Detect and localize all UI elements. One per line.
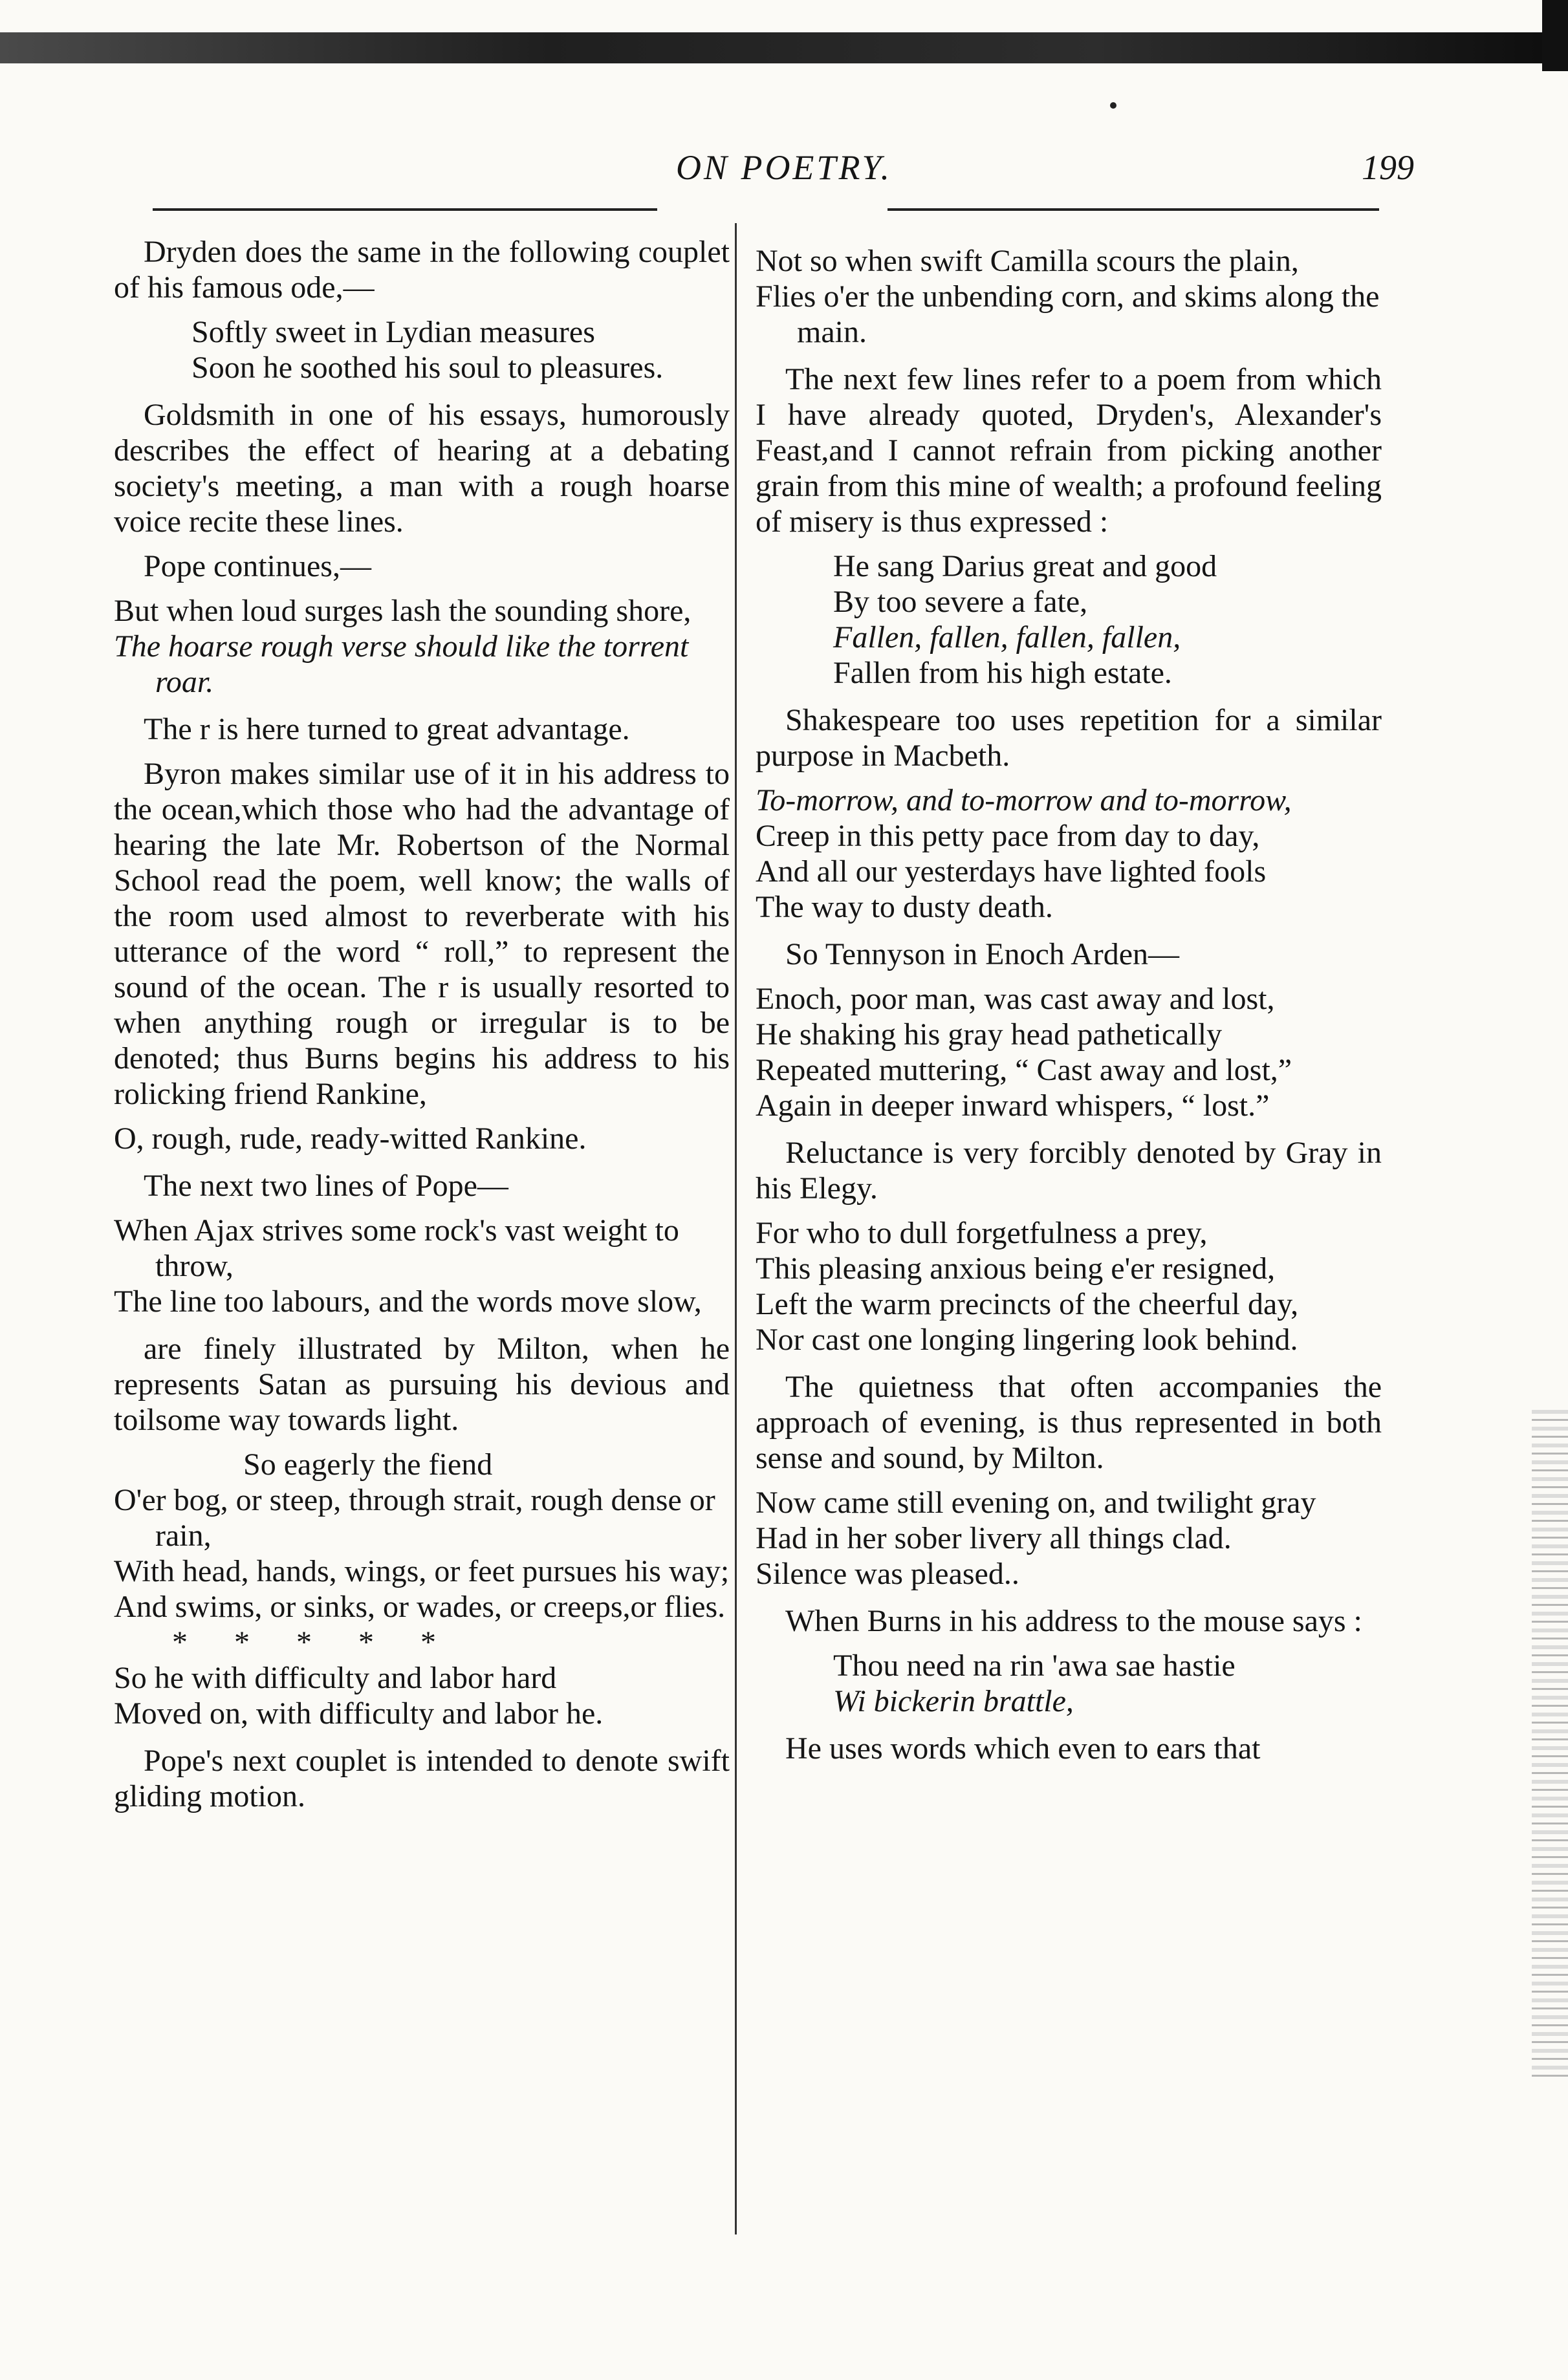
verse-quote — [756, 783, 1382, 925]
verse-line: He shaking his gray head pathetically — [756, 1017, 1223, 1052]
verse-line: Soon he soothed his soul to pleasures. — [191, 351, 664, 385]
left-column — [114, 234, 730, 1814]
paragraph: Byron makes similar use of it in his address to the ocean,which those who had the advantage of hearing the late Mr. Robertson of the Normal School read the poem, well know; the walls of the room used almost to reverberate with his utterance of the word “ roll,” to represent the sound of the ocean. The r is usually resorted to when anything rough or irregular is to be denoted; thus Burns begins his address to his rolicking friend Rankine, — [114, 757, 730, 1111]
verse-line: The hoarse rough verse should like the torrent roar. — [114, 629, 689, 699]
paragraph: Shakespeare too uses repetition for a similar purpose in Macbeth. — [756, 703, 1382, 773]
verse-quote — [114, 1447, 730, 1731]
verse-quote — [756, 1215, 1382, 1358]
verse-line: Fallen from his high estate. — [833, 656, 1172, 690]
verse-line: Flies o'er the unbending corn, and skims along the main. — [756, 279, 1380, 349]
verse-line: To-morrow, and to-morrow and to-morrow, — [756, 783, 1292, 817]
column-divider — [735, 223, 737, 2234]
verse-quote — [756, 243, 1382, 350]
verse-line: Thou need na rin 'awa sae hastie — [833, 1649, 1236, 1683]
verse-line: Moved on, with difficulty and labor he. — [114, 1696, 604, 1731]
verse-line: Softly sweet in Lydian measures — [191, 315, 595, 349]
verse-line: When Ajax strives some rock's vast weight to throw, — [114, 1213, 679, 1283]
verse-line: Silence was pleased.. — [756, 1557, 1019, 1591]
scan-top-band — [0, 32, 1568, 63]
verse-line: And swims, or sinks, or wades, or creeps,or flies. — [114, 1590, 726, 1624]
paragraph: When Burns in his address to the mouse says : — [785, 1604, 1362, 1638]
paragraph: Dryden does the same in the following couplet of his famous ode,— — [114, 235, 730, 305]
right-column — [756, 234, 1382, 1766]
verse-line: For who to dull forgetfulness a prey, — [756, 1216, 1208, 1250]
verse-quote — [756, 548, 1382, 691]
verse-quote — [756, 1485, 1382, 1592]
paragraph: The next few lines refer to a poem from which I have already quoted, Dryden's, Alexander's Feast,and I cannot refrain from picking another grain from this mine of wealth; a profound feeling of misery is thus expressed : — [756, 362, 1382, 539]
verse-line: The way to dusty death. — [756, 890, 1053, 924]
verse-line: Enoch, poor man, was cast away and lost, — [756, 982, 1275, 1016]
paragraph: Goldsmith in one of his essays, humorously describes the effect of hearing at a debating society's meeting, a man with a rough hoarse voice recite these lines. — [114, 398, 730, 539]
verse-line: Again in deeper inward whispers, “ lost.” — [756, 1088, 1270, 1123]
verse-line: So he with difficulty and labor hard — [114, 1661, 557, 1695]
scan-edge-artifact — [1532, 1410, 1568, 2082]
verse-line: Creep in this petty pace from day to day, — [756, 819, 1260, 853]
verse-quote — [114, 1213, 730, 1319]
verse-line: Left the warm precincts of the cheerful day, — [756, 1287, 1299, 1321]
verse-line: Not so when swift Camilla scours the plain, — [756, 244, 1299, 278]
verse-line: Now came still evening on, and twilight gray — [756, 1486, 1316, 1520]
paragraph: Pope continues,— — [144, 549, 371, 583]
verse-line: O, rough, rude, ready-witted Rankine. — [114, 1121, 587, 1156]
verse-line: Repeated muttering, “ Cast away and lost,” — [756, 1053, 1292, 1087]
verse-quote — [756, 1648, 1382, 1719]
header-rule-left — [153, 208, 657, 211]
paragraph: Reluctance is very forcibly denoted by Gray in his Elegy. — [756, 1136, 1382, 1206]
verse-line: So eagerly the fiend — [243, 1447, 493, 1482]
verse-line: This pleasing anxious being e'er resigned, — [756, 1251, 1276, 1286]
verse-line: With head, hands, wings, or feet pursues his way; — [114, 1554, 730, 1588]
paragraph: So Tennyson in Enoch Arden— — [785, 937, 1180, 971]
paragraph: Pope's next couplet is intended to denote swift gliding motion. — [114, 1744, 730, 1813]
paragraph: The r is here turned to great advantage. — [144, 712, 630, 746]
paragraph: The quietness that often accompanies the approach of evening, is thus represented in both sense and sound, by Milton. — [756, 1370, 1382, 1475]
verse-line: And all our yesterdays have lighted fools — [756, 854, 1267, 889]
verse-line: The line too labours, and the words move slow, — [114, 1284, 702, 1319]
verse-line: He sang Darius great and good — [833, 549, 1217, 583]
ink-speck — [1110, 102, 1116, 109]
page-number: 199 — [1362, 148, 1414, 187]
verse-line: * * * * * — [172, 1625, 436, 1660]
paragraph: He uses words which even to ears that — [785, 1731, 1261, 1766]
running-title: ON POETRY. — [675, 148, 893, 187]
verse-line: By too severe a fate, — [833, 585, 1088, 619]
header-rule-right — [887, 208, 1379, 211]
scan-corner-shadow — [1542, 0, 1568, 71]
verse-quote — [114, 593, 730, 700]
verse-quote — [114, 314, 730, 385]
verse-line: Nor cast one longing lingering look behind. — [756, 1323, 1298, 1357]
verse-line: O'er bog, or steep, through strait, rough dense or rain, — [114, 1483, 715, 1553]
verse-quote — [756, 981, 1382, 1123]
verse-quote — [114, 1121, 730, 1156]
verse-line: Wi bickerin brattle, — [833, 1684, 1074, 1718]
verse-line: Fallen, fallen, fallen, fallen, — [833, 620, 1181, 654]
verse-line: Had in her sober livery all things clad. — [756, 1521, 1232, 1555]
verse-line: But when loud surges lash the sounding shore, — [114, 594, 691, 628]
paragraph: The next two lines of Pope— — [144, 1169, 508, 1203]
paragraph: are finely illustrated by Milton, when he represents Satan as pursuing his devious and toilsome way towards light. — [114, 1332, 730, 1437]
